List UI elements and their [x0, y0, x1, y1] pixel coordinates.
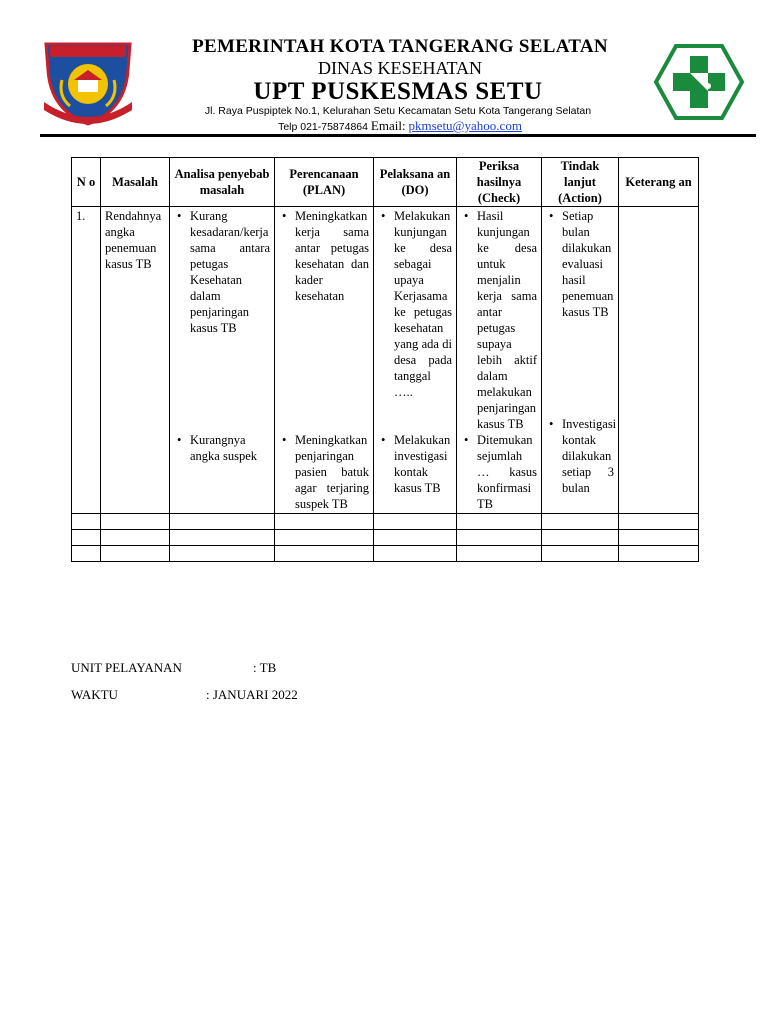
- list-item: • Investigasi kontak dilakukan setiap 3 bulan: [546, 416, 614, 496]
- table-row: [72, 530, 699, 546]
- pdca-table: [71, 157, 699, 562]
- table-row: [72, 207, 699, 514]
- letterhead: [0, 0, 768, 140]
- phone-number: Telp 021-75874864: [278, 121, 368, 133]
- health-cross-logo-icon: [654, 42, 744, 122]
- table-header-row: [72, 158, 699, 207]
- letterhead-government: PEMERINTAH KOTA TANGERANG SELATAN: [192, 36, 608, 57]
- table-row: [72, 546, 699, 562]
- cell-periksa: [457, 207, 542, 514]
- email-label: Email:: [370, 118, 406, 133]
- list-item: • Setiap bulan dilakukan evaluasi hasil penemuan kasus TB: [546, 208, 614, 320]
- cell-pelaksanaan: [374, 207, 457, 514]
- list-item: • Ditemukan sejumlah … kasus konfirmasi TB: [461, 432, 537, 512]
- letterhead-address: Jl. Raya Puspiptek No.1, Kelurahan Setu Kecamatan Setu Kota Tangerang Selatan: [204, 105, 592, 117]
- header-keterangan: Keterang an: [619, 158, 699, 207]
- cell-perencanaan: [275, 207, 374, 514]
- unit-value: : TB: [253, 660, 277, 675]
- cell-tindak: [542, 207, 619, 514]
- letterhead-department: DINAS KESEHATAN: [317, 58, 483, 78]
- cell-masalah: Rendahnya angka penemuan kasus TB: [101, 207, 170, 514]
- list-item: • Melakukan kunjungan ke desa sebagai upaya Kerjasama ke petugas kesehatan yang ada di desa pada tanggal …..: [378, 208, 452, 400]
- list-item: • Meningkatkan penjaringan pasien batuk agar terjaring suspek TB: [279, 432, 369, 512]
- header-analisa: Analisa penyebab masalah: [170, 158, 275, 207]
- email-link[interactable]: pkmsetu@yahoo.com: [408, 118, 522, 133]
- footer-waktu: [71, 687, 298, 703]
- list-item: • Hasil kunjungan ke desa untuk menjalin kerja sama antar petugas supaya lebih aktif dalam melakukan penjaringan kasus TB: [461, 208, 537, 432]
- header-no: N o: [72, 158, 101, 207]
- list-item: • Kurang kesadaran/kerja sama antara petugas Kesehatan dalam penjaringan kasus TB: [174, 208, 270, 336]
- cell-analisa: [170, 207, 275, 514]
- header-masalah: Masalah: [101, 158, 170, 207]
- list-item: • Meningkatkan kerja sama antar petugas kesehatan dan kader kesehatan: [279, 208, 369, 304]
- unit-label: UNIT PELAYANAN: [71, 660, 182, 675]
- cell-keterangan: [619, 207, 699, 514]
- list-item: • Melakukan investigasi kontak kasus TB: [378, 432, 452, 496]
- cell-no: 1.: [72, 207, 101, 514]
- header-perencanaan: Perencanaan (PLAN): [275, 158, 374, 207]
- footer-unit: [71, 660, 277, 676]
- header-tindak: Tindak lanjut (Action): [542, 158, 619, 207]
- table-row: [72, 514, 699, 530]
- waktu-label: WAKTU: [71, 687, 118, 702]
- letterhead-divider: [40, 134, 756, 137]
- header-periksa: Periksa hasilnya (Check): [457, 158, 542, 207]
- header-pelaksanaan: Pelaksana an (DO): [374, 158, 457, 207]
- list-item: • Kurangnya angka suspek: [174, 432, 270, 464]
- waktu-value: : JANUARI 2022: [206, 687, 298, 702]
- letterhead-institution: UPT PUSKESMAS SETU: [253, 78, 543, 105]
